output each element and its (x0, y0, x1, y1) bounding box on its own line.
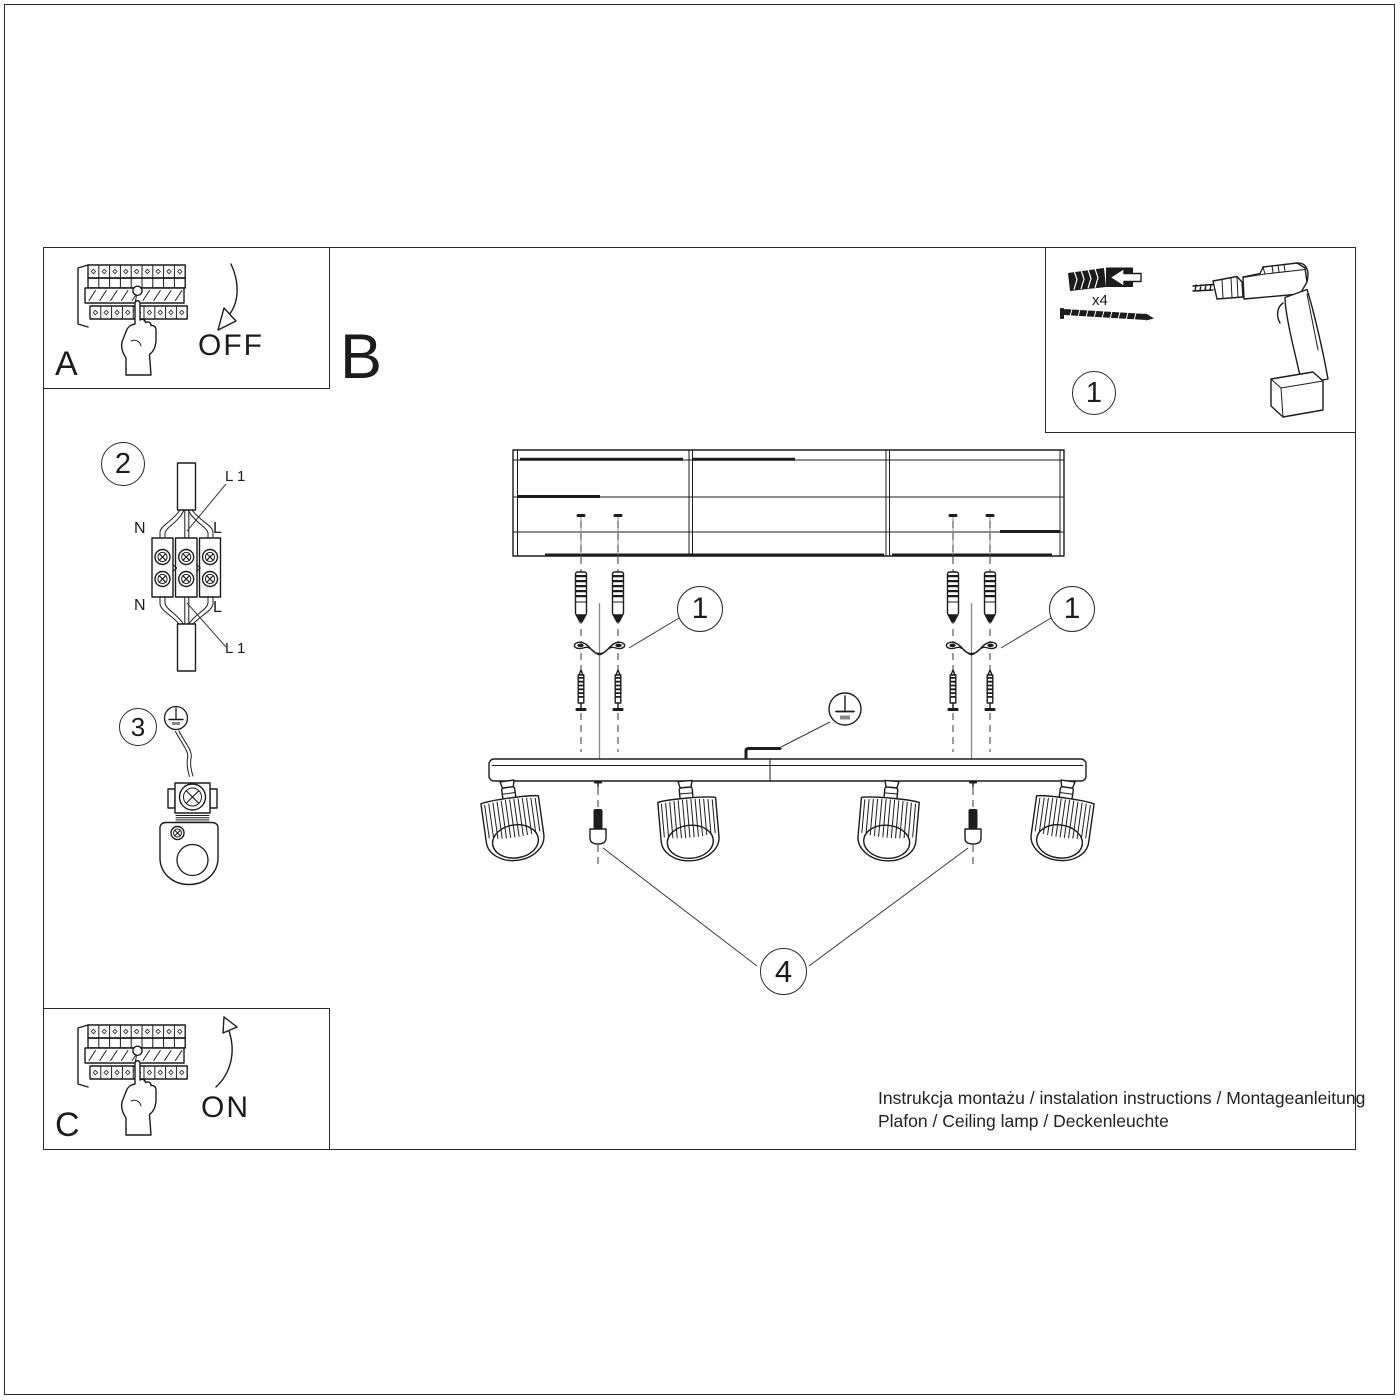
bracket-leader-left (629, 618, 679, 648)
ground-step-number: 3 (130, 711, 146, 742)
wire-label-n-top: N (134, 520, 146, 537)
panel-c-label: C (55, 1106, 80, 1144)
screws-callout-badge (760, 948, 807, 995)
panel-a-label: A (55, 345, 78, 383)
tools-step-number: 1 (1085, 376, 1103, 409)
footer-line-2: Plafon / Ceiling lamp / Deckenleuchte (878, 1111, 1169, 1131)
off-arrow-icon (218, 264, 237, 330)
terminal-block-illustration (152, 463, 226, 671)
wire-label-n-bottom: N (134, 597, 146, 614)
wire-label-l1-bottom: L 1 (225, 640, 246, 657)
wire-label-l-bottom: L (213, 599, 222, 616)
screws-callout-number: 4 (774, 953, 793, 989)
screw-icon (1060, 308, 1154, 324)
mounting-bracket-icon (574, 642, 996, 654)
wire-label-l1-top: L 1 (225, 468, 246, 485)
tools-step-badge (1072, 371, 1116, 415)
anchor-quantity: x4 (1092, 292, 1108, 309)
ground-symbol-icon (829, 693, 861, 725)
ground-connector-illustration (160, 707, 218, 885)
bracket-callout-left-number: 1 (691, 592, 709, 625)
screw-leader-left (603, 848, 757, 966)
wiring-step-badge (101, 442, 145, 486)
bracket-leader-right (1001, 618, 1051, 648)
ground-wire-callout (746, 693, 861, 760)
bracket-callout-right-number: 1 (1063, 592, 1081, 625)
panel-a-state: OFF (198, 329, 264, 362)
wiring-step-number: 2 (114, 447, 132, 480)
wall-plug-icon (576, 572, 996, 623)
spotlight-icon (478, 777, 1096, 864)
wall-plug-icon (1068, 268, 1141, 292)
ground-step-badge (119, 708, 157, 746)
drill-icon (1193, 263, 1328, 417)
section-b-label: B (340, 322, 383, 392)
wire-label-l-top: L (213, 520, 222, 537)
bracket-callout-left-badge (677, 586, 723, 632)
mounting-screw-icon (576, 670, 996, 711)
panel-c-state: ON (201, 1091, 250, 1124)
ceiling-illustration (513, 450, 1064, 556)
screw-leader-right (809, 848, 968, 966)
ground-symbol-icon (165, 707, 188, 730)
bracket-callout-right-badge (1049, 586, 1095, 632)
footer-line-1: Instrukcja montażu / instalation instructions / Montageanleitung (878, 1088, 1366, 1108)
fixture-bar-illustration (478, 759, 1096, 966)
fixing-screw-icon (590, 781, 981, 867)
on-arrow-icon (216, 1017, 237, 1087)
